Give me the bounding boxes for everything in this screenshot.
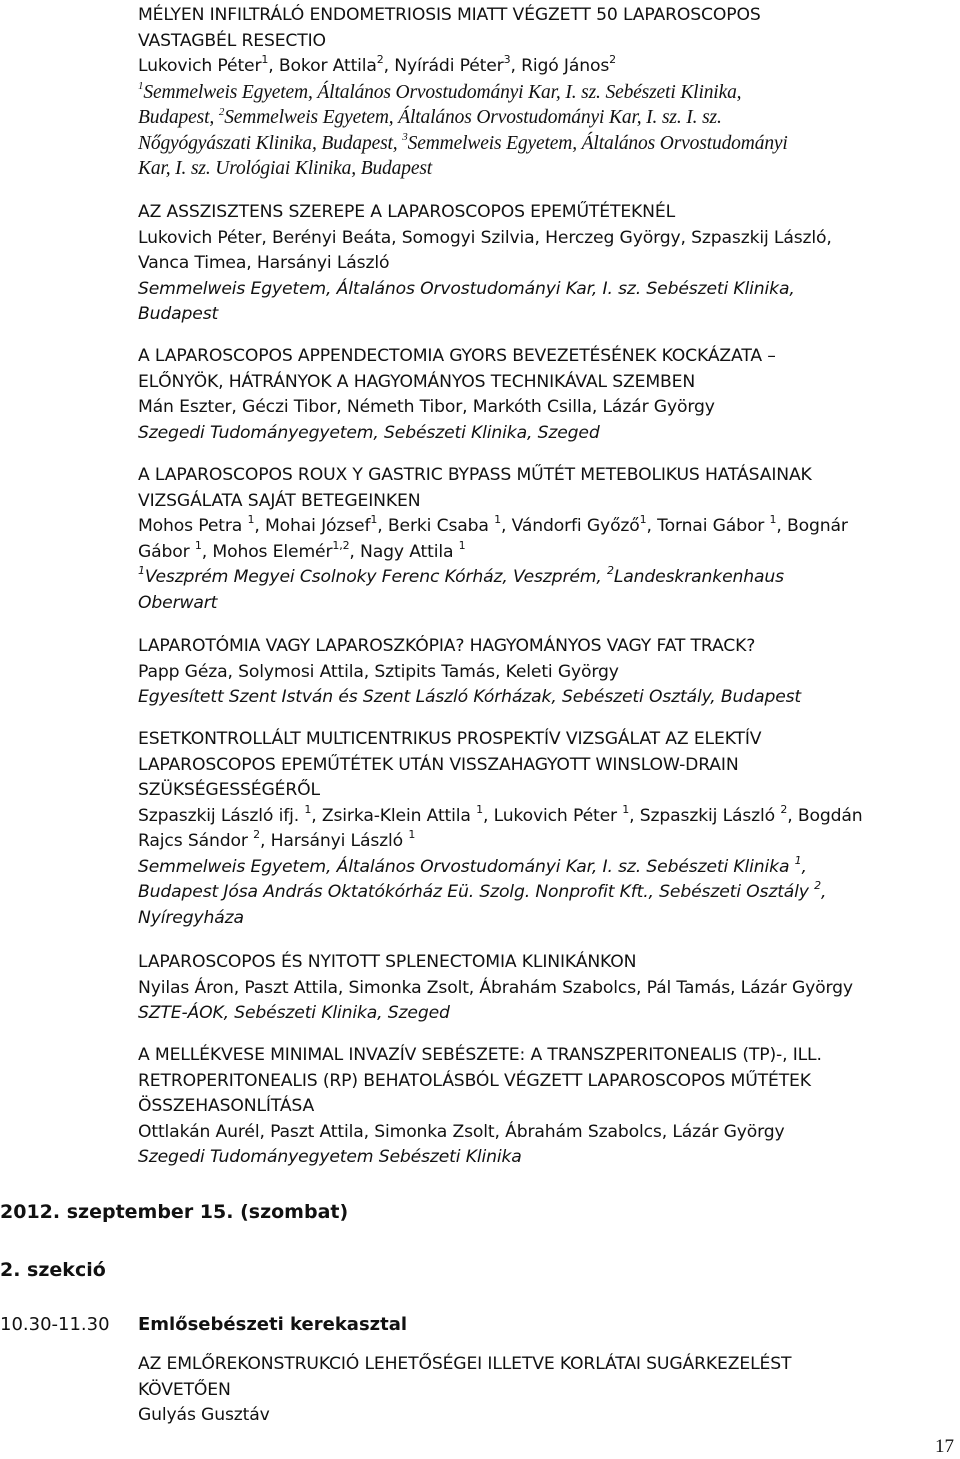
abstract-title: SZÜKSÉGESSÉGÉRŐL xyxy=(138,780,320,800)
abstract-title: AZ EMLŐREKONSTRUKCIÓ LEHETŐSÉGEI ILLETVE KORLÁTAI SUGÁRKEZELÉST xyxy=(138,1354,792,1374)
abstract-affiliation: Budapest, $^2$Semmelweis Egyetem, Általános Orvostudományi Kar, I. sz. I. sz. xyxy=(138,105,722,128)
page-number: 17 xyxy=(935,1436,954,1457)
abstract-authors: Gábor $^1$, Mohos Elemér$^{1,2}$, Nagy Attila $^1$ xyxy=(138,538,466,562)
abstract-authors: Vanca Timea, Harsányi László xyxy=(138,253,390,273)
abstract-affiliation: $^1$Veszprém Megyei Csolnoky Ferenc Kórház, Veszprém, $^2$Landeskrankenhaus xyxy=(138,564,784,587)
abstract-block-5 xyxy=(138,634,938,711)
abstract-title: VASTAGBÉL RESECTIO xyxy=(138,30,326,51)
abstract-block-3 xyxy=(138,344,938,446)
abstract-affiliation: Budapest xyxy=(138,304,219,324)
abstract-affiliation: Semmelweis Egyetem, Általános Orvostudományi Kar, I. sz. Sebészeti Klinika, xyxy=(138,278,795,299)
abstract-authors: Szpaszkij László ifj. $^1$, Zsirka-Klein Attila $^1$, Lukovich Péter $^1$, Szpaszkij László $^2$, Bogdán xyxy=(138,802,863,826)
abstract-title: A LAPAROSCOPOS ROUX Y GASTRIC BYPASS MŰTÉT METEBOLIKUS HATÁSAINAK xyxy=(138,465,812,485)
abstract-affiliation: Budapest Jósa András Oktatókórház Eü. Szolg. Nonprofit Kft., Sebészeti Osztály $^2$, xyxy=(138,879,827,902)
abstract-title: AZ ASSZISZTENS SZEREPE A LAPAROSCOPOS EPEMŰTÉTEKNÉL xyxy=(138,202,675,222)
abstract-affiliation: Oberwart xyxy=(138,592,218,613)
abstract-title: MÉLYEN INFILTRÁLÓ ENDOMETRIOSIS MIATT VÉGZETT 50 LAPAROSCOPOS xyxy=(138,5,761,25)
abstract-authors: Ottlakán Aurél, Paszt Attila, Simonka Zsolt, Ábrahám Szabolcs, Lázár György xyxy=(138,1121,785,1142)
abstract-block-6 xyxy=(138,727,938,931)
session-time: 10.30-11.30 xyxy=(0,1314,110,1335)
abstract-authors: Lukovich Péter, Berényi Beáta, Somogyi Szilvia, Herczeg György, Szpaszkij László, xyxy=(138,227,832,248)
abstract-title: LAPAROSCOPOS EPEMŰTÉTEK UTÁN VISSZAHAGYOTT WINSLOW-DRAIN xyxy=(138,754,739,775)
abstract-title: ESETKONTROLLÁLT MULTICENTRIKUS PROSPEKTÍV VIZSGÁLAT AZ ELEKTÍV xyxy=(138,729,762,749)
abstract-block-2 xyxy=(138,200,938,328)
abstract-authors: Mohos Petra $^1$, Mohai József$^1$, Berki Csaba $^1$, Vándorfi Győző$^1$, Tornai Gábor $^1$, Bognár xyxy=(138,513,848,536)
abstract-authors: Papp Géza, Solymosi Attila, Sztipits Tamás, Keleti György xyxy=(138,661,619,682)
abstract-affiliation: Szegedi Tudományegyetem Sebészeti Klinika xyxy=(138,1147,522,1167)
abstract-authors: Nyilas Áron, Paszt Attila, Simonka Zsolt, Ábrahám Szabolcs, Pál Tamás, Lázár György xyxy=(138,977,853,998)
session-title: Emlősebészeti kerekasztal xyxy=(138,1314,408,1335)
abstract-affiliation: Egyesített Szent István és Szent László Kórházak, Sebészeti Osztály, Budapest xyxy=(138,687,802,707)
abstract-affiliation: Nyíregyháza xyxy=(138,907,244,928)
abstract-affiliation: $^1$Semmelweis Egyetem, Általános Orvostudományi Kar, I. sz. Sebészeti Klinika, xyxy=(138,80,742,103)
abstract-title: LAPAROTÓMIA VAGY LAPAROSZKÓPIA? HAGYOMÁNYOS VAGY FAT TRACK? xyxy=(138,636,756,656)
abstract-title: VIZSGÁLATA SAJÁT BETEGEINKEN xyxy=(138,490,421,511)
abstract-affiliation: Kar, I. sz. Urológiai Klinika, Budapest xyxy=(138,158,433,179)
abstract-title: RETROPERITONEALIS (RP) BEHATOLÁSBÓL VÉGZETT LAPAROSCOPOS MŰTÉTEK xyxy=(138,1070,811,1091)
abstract-title: LAPAROSCOPOS ÉS NYITOTT SPLENECTOMIA KLINIKÁNKON xyxy=(138,952,637,972)
abstract-title: ELŐNYÖK, HÁTRÁNYOK A HAGYOMÁNYOS TECHNIKÁVAL SZEMBEN xyxy=(138,371,696,392)
abstract-block-7 xyxy=(138,950,938,1027)
abstract-affiliation: Szegedi Tudományegyetem, Sebészeti Klinika, Szeged xyxy=(138,422,600,443)
abstract-title: ÖSSZEHASONLÍTÁSA xyxy=(138,1096,315,1116)
section-heading: 2. szekció xyxy=(0,1259,106,1281)
abstract-title: KÖVETŐEN xyxy=(138,1379,231,1400)
abstract-authors: Rajcs Sándor $^2$, Harsányi László $^1$ xyxy=(138,828,416,851)
abstract-affiliation: SZTE-ÁOK, Sebészeti Klinika, Szeged xyxy=(138,1003,450,1023)
abstract-block-9 xyxy=(138,1352,938,1429)
abstract-block-8 xyxy=(138,1043,938,1171)
abstract-affiliation: Nőgyógyászati Klinika, Budapest, $^3$Semmelweis Egyetem, Általános Orvostudományi xyxy=(138,131,788,154)
abstract-block-1 xyxy=(138,3,938,182)
date-heading: 2012. szeptember 15. (szombat) xyxy=(0,1201,349,1223)
abstract-affiliation: Semmelweis Egyetem, Általános Orvostudományi Kar, I. sz. Sebészeti Klinika $^1$, xyxy=(138,853,807,877)
abstract-title: A LAPAROSCOPOS APPENDECTOMIA GYORS BEVEZETÉSÉNEK KOCKÁZATA – xyxy=(138,346,776,366)
abstract-authors: Gulyás Gusztáv xyxy=(138,1405,270,1425)
abstract-title: A MELLÉKVESE MINIMAL INVAZÍV SEBÉSZETE: A TRANSZPERITONEALIS (TP)-, ILL. xyxy=(138,1045,822,1065)
abstract-block-4 xyxy=(138,463,938,616)
abstract-authors: Lukovich Péter$^1$, Bokor Attila$^2$, Nyírádi Péter$^3$, Rigó János$^2$ xyxy=(138,53,617,76)
abstract-authors: Mán Eszter, Géczi Tibor, Németh Tibor, Markóth Csilla, Lázár György xyxy=(138,397,715,417)
